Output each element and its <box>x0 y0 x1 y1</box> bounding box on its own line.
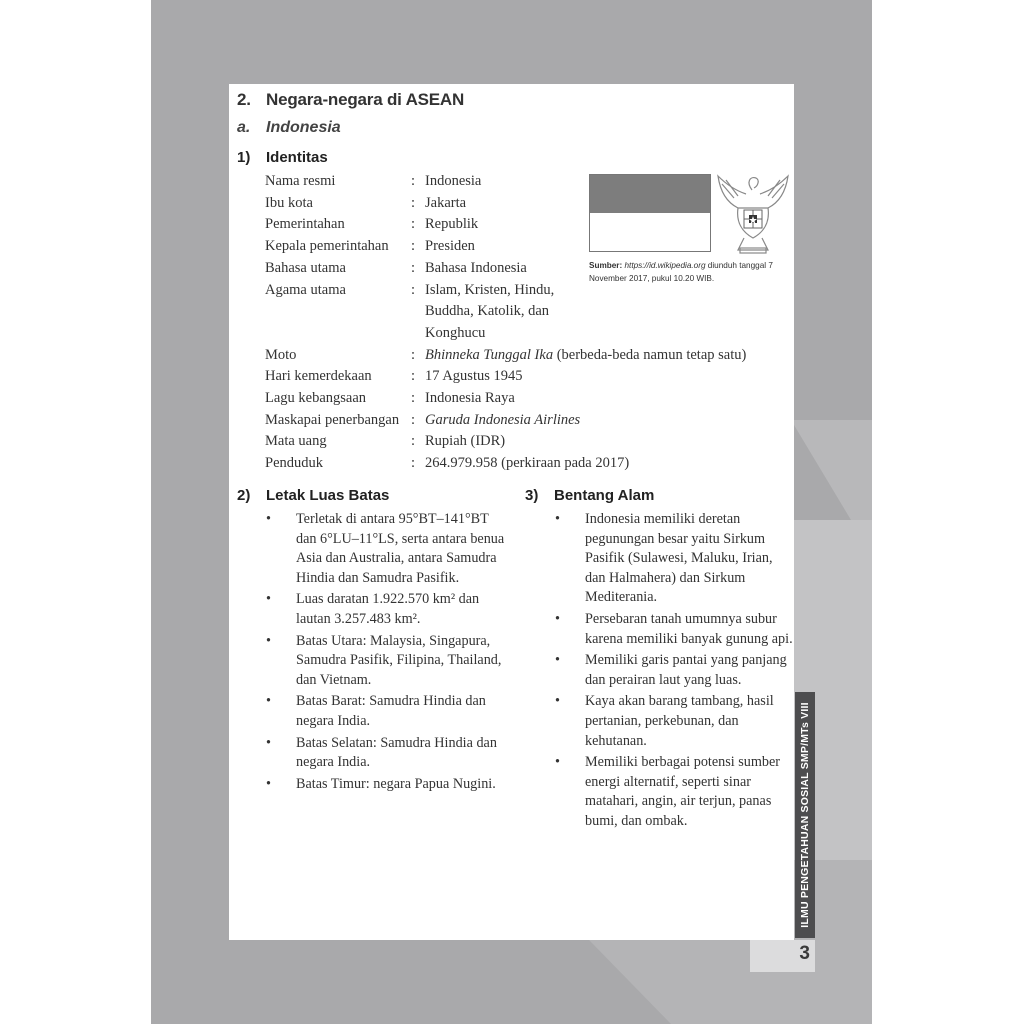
identity-separator: : <box>411 238 416 255</box>
bullet-icon: • <box>266 734 271 751</box>
list-item-text: Batas Timur: negara Papua Nugini. <box>296 775 496 792</box>
flag-white-stripe <box>590 213 710 251</box>
identity-label: Agama utama <box>265 281 346 298</box>
list-item <box>266 590 506 629</box>
list-item-text: Kaya akan barang tambang, hasil pertanian, perkebunan, dan kehutanan. <box>585 693 774 749</box>
bullet-icon: • <box>555 610 560 627</box>
list-item <box>266 775 506 795</box>
identity-row <box>265 453 746 475</box>
list-item-text: Indonesia memiliki deretan pegunungan besar yaitu Sirkum Pasifik (Sulawesi, Maluku, Irian, dan Halmahera) dan Sirkum Mediterania. <box>585 511 773 606</box>
list-item-text: Persebaran tanah umumnya subur karena memiliki banyak gunung api. <box>585 610 793 647</box>
identity-separator: : <box>411 216 416 233</box>
list-item <box>555 610 795 649</box>
list-item-text: Terletak di antara 95°BT–141°BT dan 6°LU–11°LS, serta antara benua Asia dan Australia, antara Samudra Hindia dan Samudra Pasifik. <box>296 511 505 586</box>
identity-label: Ibu kota <box>265 194 313 211</box>
list-item <box>266 632 506 691</box>
list-item-text: Luas daratan 1.922.570 km² dan lautan 3.257.483 km². <box>296 591 480 627</box>
identity-separator: : <box>411 173 416 189</box>
identity-separator: : <box>411 390 416 407</box>
list-item <box>555 692 795 751</box>
identity-separator: : <box>411 259 416 276</box>
identity-label: Bahasa utama <box>265 259 346 276</box>
list-item-text: Batas Barat: Samudra Hindia dan negara India. <box>296 693 486 729</box>
location-list <box>266 510 506 796</box>
list-item <box>555 753 795 831</box>
bullet-icon: • <box>555 652 560 669</box>
identity-label: Moto <box>265 346 297 363</box>
identity-value: Garuda Indonesia Airlines <box>425 411 581 428</box>
identity-row <box>265 280 746 345</box>
list-item-text: Batas Selatan: Samudra Hindia dan negara India. <box>296 734 497 771</box>
country-subheading <box>237 119 341 137</box>
identity-value: Indonesia Raya <box>425 390 515 407</box>
bullet-icon: • <box>266 632 271 649</box>
identity-row <box>265 410 746 432</box>
identity-value: Indonesia <box>425 173 482 189</box>
identity-row <box>265 431 746 453</box>
identity-label: Pemerintahan <box>265 216 345 233</box>
bullet-icon: • <box>266 511 271 527</box>
landscape-list <box>555 510 795 834</box>
subheading-number: a. <box>237 119 251 136</box>
bullet-icon: • <box>555 754 560 771</box>
identity-label: Penduduk <box>265 455 323 472</box>
landscape-heading-title: Bentang Alam <box>554 487 655 504</box>
section-heading-title: Negara-negara di ASEAN <box>266 90 465 109</box>
identity-label: Hari kemerdekaan <box>265 368 372 385</box>
identity-value: Bahasa Indonesia <box>425 259 527 276</box>
list-item-text: Batas Utara: Malaysia, Singapura, Samudra Pasifik, Filipina, Thailand, dan Vietnam. <box>296 632 502 688</box>
identity-label: Kepala pemerintahan <box>265 238 389 255</box>
identity-label: Lagu kebangsaan <box>265 390 367 407</box>
bullet-icon: • <box>266 693 271 710</box>
identity-value: Bhinneka Tunggal Ika (berbeda-beda namun tetap satu) <box>425 346 747 363</box>
identity-row <box>265 366 746 388</box>
identity-value: 264.979.958 (perkiraan pada 2017) <box>425 455 630 472</box>
subheading-title: Indonesia <box>266 119 341 136</box>
bullet-icon: • <box>266 591 271 608</box>
identity-heading-number: 1) <box>237 149 251 166</box>
location-heading-title: Letak Luas Batas <box>266 487 390 504</box>
caption-source-label: Sumber: <box>589 261 623 270</box>
page-number: 3 <box>799 943 810 964</box>
identity-value: 17 Agustus 1945 <box>425 368 523 385</box>
identity-label: Maskapai penerbangan <box>265 411 400 428</box>
identity-label: Mata uang <box>265 433 327 450</box>
book-title-sidebar <box>795 692 815 938</box>
identity-separator: : <box>411 368 416 385</box>
bullet-icon: • <box>555 693 560 710</box>
section-heading-number: 2. <box>237 90 251 109</box>
garuda-emblem-icon <box>716 172 790 256</box>
page-number-box <box>750 940 815 972</box>
section-heading <box>237 90 464 110</box>
identity-separator: : <box>411 346 416 363</box>
identity-row <box>265 345 746 367</box>
bullet-icon: • <box>555 511 560 527</box>
bullet-icon: • <box>266 775 271 792</box>
identity-heading <box>237 149 328 166</box>
identity-heading-title: Identitas <box>266 149 328 166</box>
list-item <box>266 734 506 773</box>
caption-download-date: diunduh tanggal 7 November 2017, pukul 10.20 WIB. <box>589 261 773 283</box>
identity-label: Nama resmi <box>265 173 336 189</box>
image-source-caption <box>589 259 794 285</box>
identity-separator: : <box>411 433 416 450</box>
identity-row <box>265 388 746 410</box>
location-heading <box>237 487 389 504</box>
book-title-text: ILMU PENGETAHUAN SOSIAL SMP/MTs VIII <box>799 702 811 928</box>
location-heading-number: 2) <box>237 487 251 504</box>
identity-separator: : <box>411 455 416 472</box>
identity-separator: : <box>411 281 416 298</box>
caption-source-url: https://id.wikipedia.org <box>624 261 706 270</box>
list-item <box>266 510 506 588</box>
landscape-heading-number: 3) <box>525 487 539 504</box>
identity-value: Jakarta <box>425 194 467 211</box>
list-item <box>555 510 795 608</box>
list-item <box>555 651 795 690</box>
identity-value: Rupiah (IDR) <box>425 433 506 450</box>
identity-separator: : <box>411 194 416 211</box>
list-item-text: Memiliki berbagai potensi sumber energi alternatif, seperti sinar matahari, angin, air terjun, panas bumi, dan ombak. <box>585 754 781 829</box>
identity-separator: : <box>411 411 416 428</box>
list-item-text: Memiliki garis pantai yang panjang dan perairan laut yang luas. <box>585 652 787 688</box>
identity-value: Republik <box>425 216 479 233</box>
identity-value: Presiden <box>425 238 475 255</box>
flag-red-stripe <box>590 175 710 213</box>
list-item <box>266 692 506 731</box>
landscape-heading <box>525 487 654 504</box>
indonesia-flag <box>589 174 711 252</box>
identity-value: Islam, Kristen, Hindu, Buddha, Katolik, dan Konghucu <box>425 281 555 341</box>
